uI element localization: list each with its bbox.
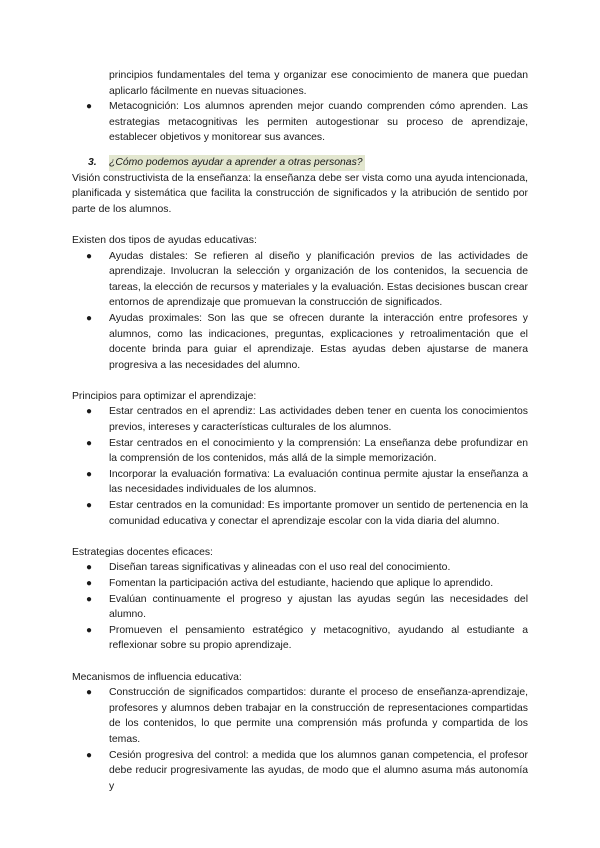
estrategias-heading: Estrategias docentes eficaces: <box>72 546 213 558</box>
list-item <box>72 498 528 529</box>
list-item-text: Estar centrados en el conocimiento y la comprensión: La enseñanza debe profundizar en la comprensión de los contenidos, más allá de la simple memorización. <box>109 437 528 465</box>
list-item-text: Diseñan tareas significativas y alineadas con el uso real del conocimiento. <box>109 562 451 574</box>
bullet-icon: ● <box>86 749 93 761</box>
list-item <box>72 249 528 311</box>
list-item <box>72 748 528 795</box>
list-item <box>72 99 528 146</box>
bullet-icon: ● <box>86 312 93 324</box>
intro-list <box>72 99 528 146</box>
bullet-icon: ● <box>86 101 93 113</box>
section-title: ¿Cómo podemos ayudar a aprender a otras personas? <box>109 155 365 171</box>
list-item-text: Cesión progresiva del control: a medida que los alumnos ganan competencia, el profesor debe reducir progresivamente las ayudas, de modo que el alumno asuma más autonomía y <box>109 749 528 792</box>
list-item-text: Evalúan continuamente el progreso y ajustan las ayudas según las necesidades del alumno. <box>109 593 528 621</box>
section-heading <box>72 155 528 171</box>
list-item-text: Incorporar la evaluación formativa: La evaluación continua permite ajustar la enseñanza a las necesidades individuales de los alumnos. <box>109 468 528 496</box>
list-item-text: Fomentan la participación activa del estudiante, haciendo que aplique lo aprendido. <box>109 578 494 589</box>
bullet-icon: ● <box>86 437 93 449</box>
list-item-text: Estar centrados en la comunidad: Es importante promover un sentido de pertenencia en la comunidad educativa y conectar el aprendizaje escolar con la vida diaria del alumno. <box>109 500 528 527</box>
list-item <box>72 436 528 467</box>
document-body <box>72 68 528 794</box>
list-item <box>72 592 528 623</box>
bullet-icon: ● <box>86 500 93 512</box>
mecanismos-list <box>72 685 528 794</box>
list-item-text: Ayudas distales: Se refieren al diseño y planificación previos de las actividades de aprendizaje. Involucran la selección y organización de los contenidos, la secuencia de tareas, la elección de recursos y materiales y la evaluación. Estas decisiones buscan crear entornos de aprendizaje que promuevan la construcción de significados. <box>109 250 528 309</box>
bullet-icon: ● <box>86 406 93 418</box>
list-item-text: Estar centrados en el aprendiz: Las actividades deben tener en cuenta los conocimientos previos, intereses y características culturales de los alumnos. <box>109 406 528 434</box>
bullet-icon: ● <box>86 578 93 589</box>
list-item <box>72 467 528 498</box>
list-item <box>72 685 528 747</box>
principios-list <box>72 404 528 529</box>
principios-heading: Principios para optimizar el aprendizaje: <box>72 390 257 402</box>
list-item-text: Promueven el pensamiento estratégico y metacognitivo, ayudando al estudiante a reflexionar sobre su propio aprendizaje. <box>109 624 528 652</box>
bullet-icon: ● <box>86 562 93 574</box>
section-number: 3. <box>88 156 97 168</box>
ayudas-heading: Existen dos tipos de ayudas educativas: <box>72 234 257 246</box>
bullet-icon: ● <box>86 624 93 636</box>
list-item-text: Construcción de significados compartidos: durante el proceso de enseñanza-aprendizaje, profesores y alumnos deben trabajar en la construcción de representaciones compartidas de los contenidos, lo que permite una comprensión más profunda y compartida de los temas. <box>109 687 528 745</box>
bullet-icon: ● <box>86 250 93 262</box>
list-item <box>72 576 528 592</box>
list-item-text: Metacognición: Los alumnos aprenden mejor cuando comprenden cómo aprenden. Las estrategias metacognitivas les permiten autogestionar su proceso de aprendizaje, establecer objetivos y monitorear sus avances. <box>109 101 528 144</box>
section-paragraph: Visión constructivista de la enseñanza: la enseñanza debe ser vista como una ayuda intencionada, planificada y sistemática que facilita la construcción de significados y la atribución de sentido por parte de los alumnos. <box>72 172 528 215</box>
bullet-icon: ● <box>86 593 93 605</box>
bullet-icon: ● <box>86 687 93 699</box>
list-item <box>72 623 528 654</box>
bullet-icon: ● <box>86 468 93 480</box>
ayudas-list <box>72 249 528 374</box>
mecanismos-heading: Mecanismos de influencia educativa: <box>72 671 242 683</box>
list-item <box>72 311 528 373</box>
estrategias-list <box>72 560 528 654</box>
list-item <box>72 560 528 576</box>
list-item <box>72 404 528 435</box>
list-item-text: Ayudas proximales: Son las que se ofrecen durante la interacción entre profesores y alumnos, como las indicaciones, preguntas, explicaciones y retroalimentación que el docente brinda para guiar el aprendizaje. Estas ayudas deben ajustarse de manera progresiva a las necesidades del alumno. <box>109 312 528 371</box>
intro-continuation: principios fundamentales del tema y organizar ese conocimiento de manera que puedan aplicarlo fácilmente en nuevas situaciones. <box>109 70 528 97</box>
